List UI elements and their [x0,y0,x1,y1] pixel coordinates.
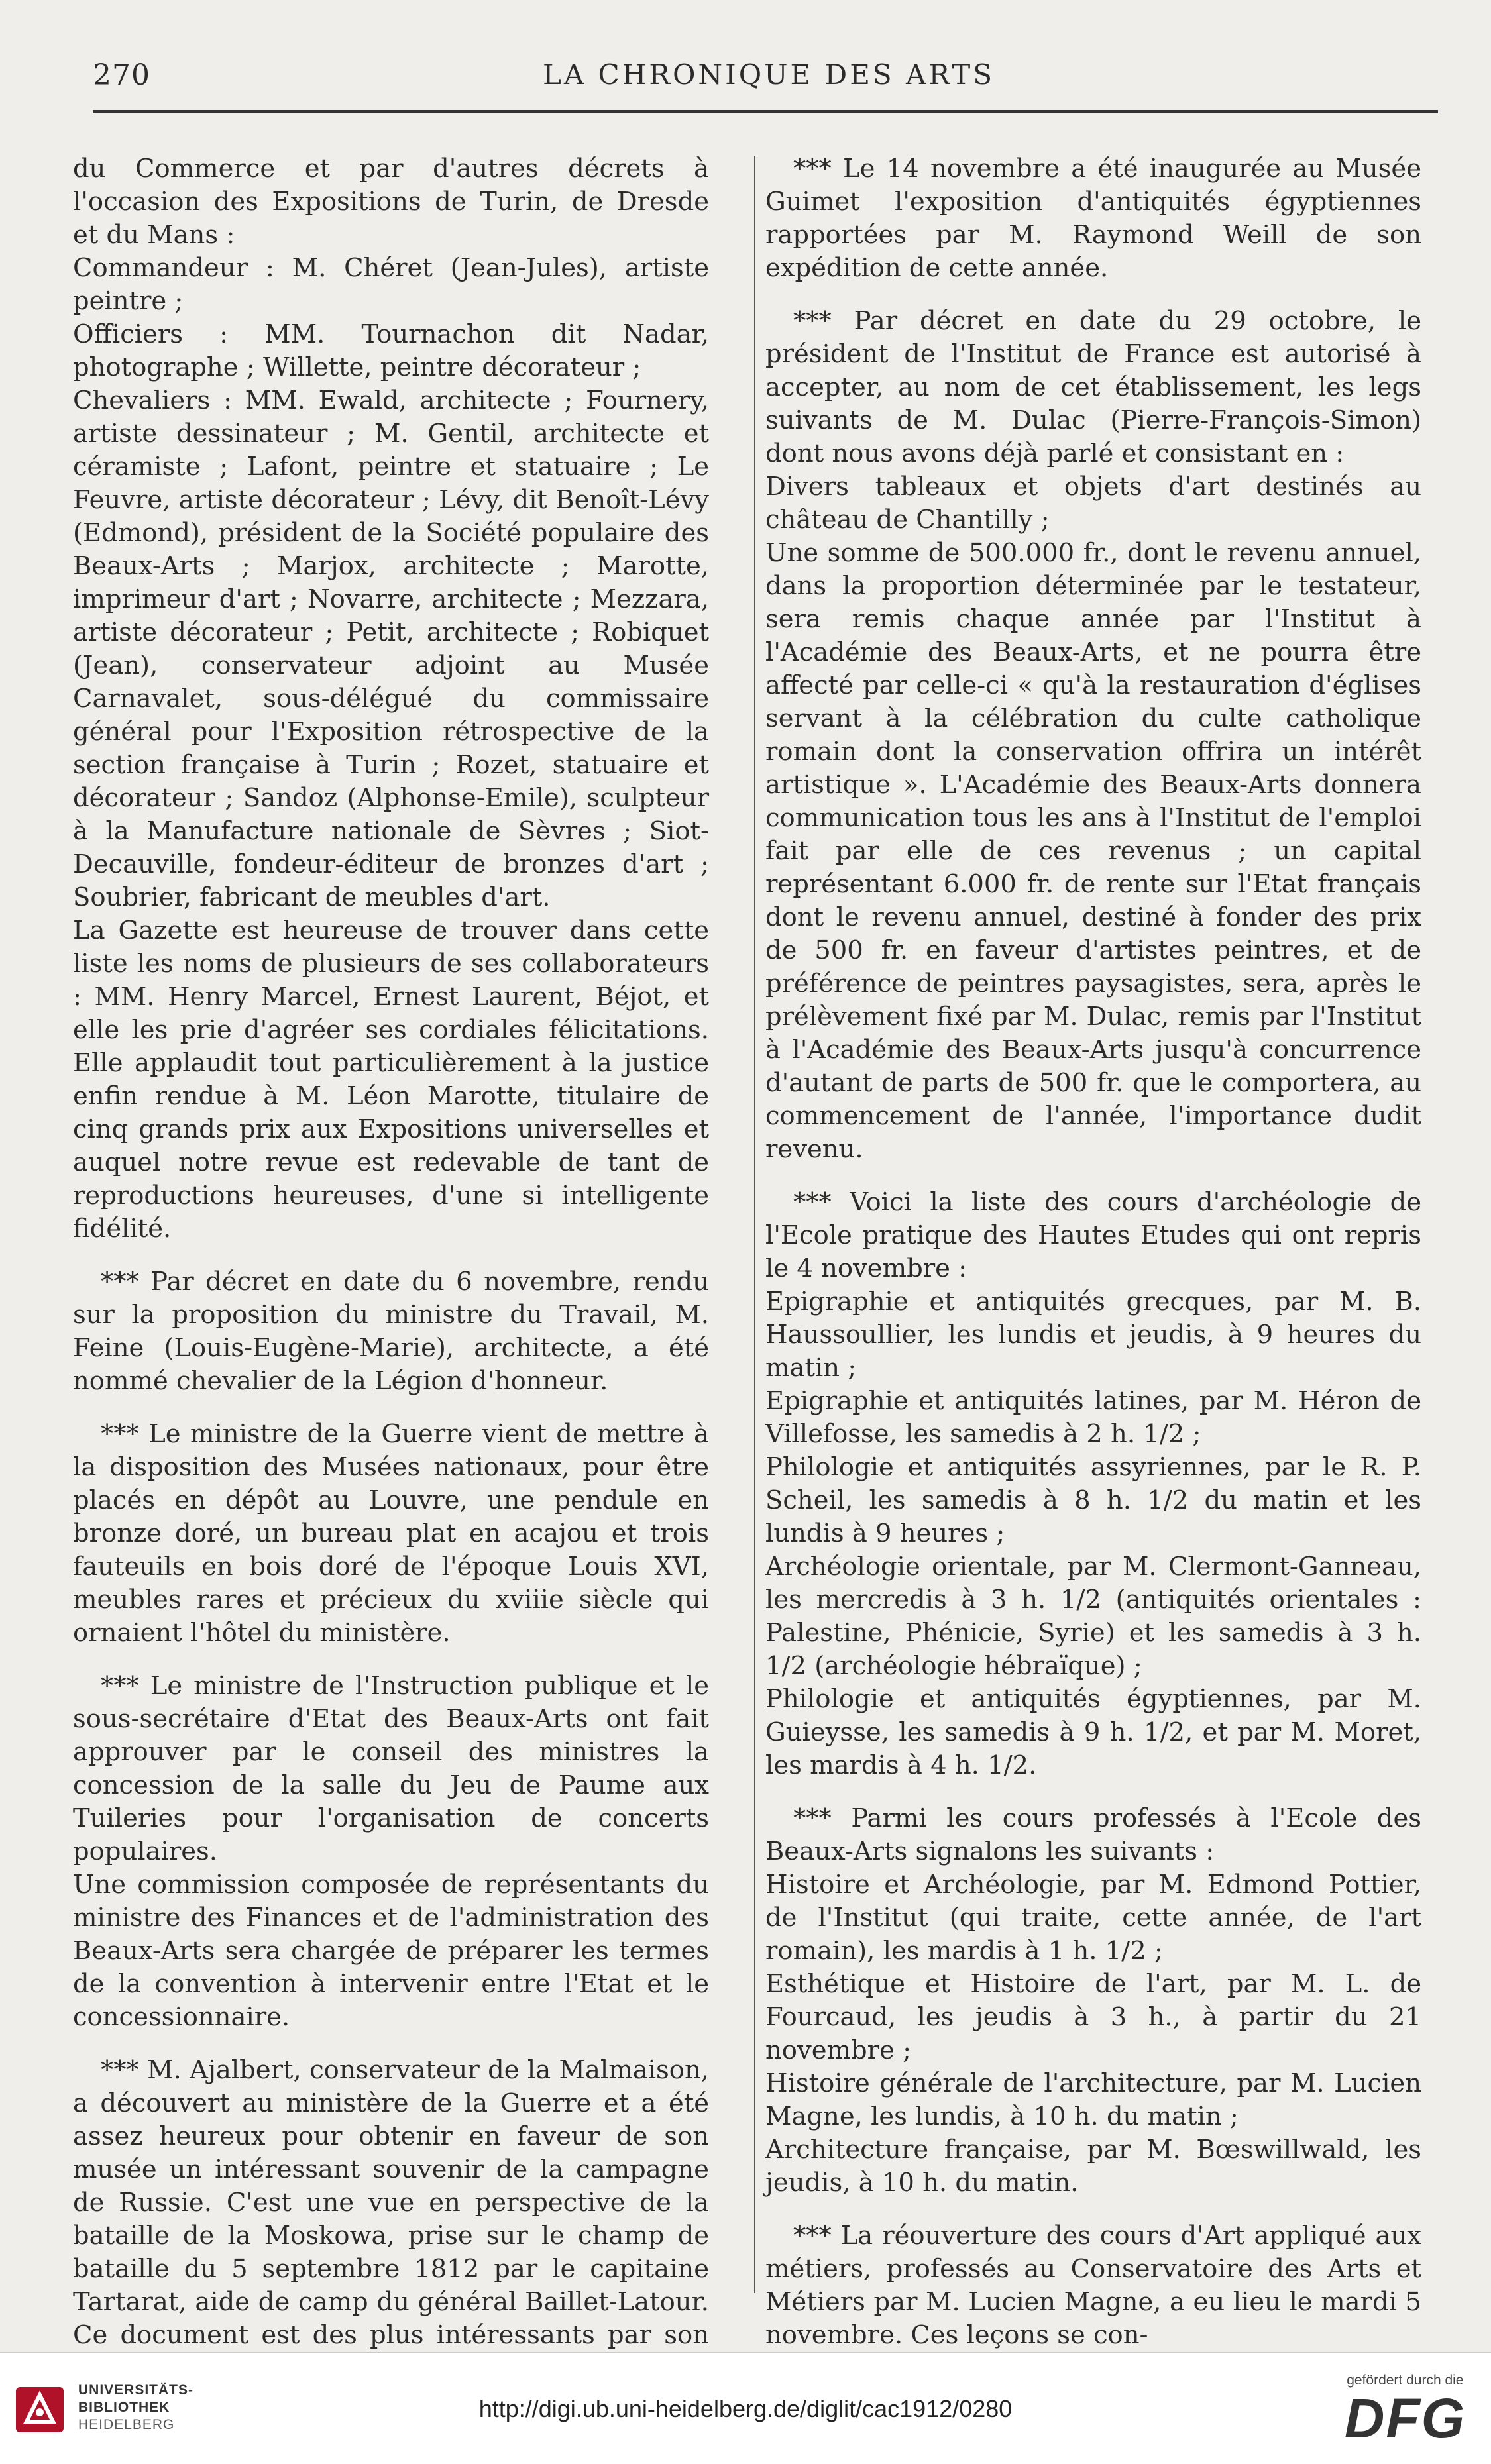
left-column [73,152,709,2405]
funder-caption: gefördert durch die [1347,2373,1464,2388]
paragraph: Une commission composée de représentants du ministre des Finances et de l'administration des Beaux-Arts sera chargée de préparer les termes de la convention à intervenir entre l'Etat et le concessionnaire. [73,1870,709,2032]
right-column [765,152,1421,2372]
paragraph: *** M. Ajalbert, conservateur de la Malmaison, a découvert au ministère de la Guerre et a été assez heureux pour obtenir en faveur de son musée un intéressant souvenir de la campagne de Russie. C'est une vue en perspective de la bataille de la Moskowa, prise sur le champ de bataille du 5 septembre 1812 par le capitaine Tartarat, aide de camp du général Baillet-Latour. Ce document est des plus intéressants par son [73,2055,709,2350]
course-entry: Archéologie orientale, par M. Clermont-Ganneau, les mercredis à 3 h. 1/2 (antiquités orientales : Palestine, Phénicie, Syrie) et les samedis à 3 h. 1/2 (archéologie hébraïque) ; [765,1552,1421,1681]
header-rule [93,110,1438,113]
course-entry: Esthétique et Histoire de l'art, par M. L. de Fourcaud, les jeudis à 3 h., à partir du 21 novembre ; [765,1969,1421,2065]
funder-block [1345,2373,1466,2448]
paragraph: Une somme de 500.000 fr., dont le revenu annuel, dans la proportion déterminée par le testateur, sera remis chaque année par l'Institut à l'Académie des Beaux-Arts, et ne pourra être affecté par celle-ci « qu'à la restauration d'églises servant à la célébration du culte catholique romain dont la conservation offrira un intérêt artistique ». L'Académie des Beaux-Arts donnera communication tous les ans à l'Institut de l'emploi fait par elle de ces revenus ; un capital représentant 6.000 fr. de rente sur l'Etat français dont le revenu annuel, destiné à fonder des prix de 500 fr. en faveur d'artistes peintres, et de préférence de peintres paysagistes, sera, après le prélèvement fixé par M. Dulac, remis par l'Institut à l'Académie des Beaux-Arts jusqu'à concurrence d'autant de parts de 500 fr. que le comportera, au commencement de l'année, l'importance dudit revenu. [765,538,1421,1164]
library-name-line: UNIVERSITÄTS- [78,2383,194,2398]
paragraph: *** Le ministre de la Guerre vient de mettre à la disposition des Musées nationaux, pour être placés en dépôt au Louvre, une pendule en bronze doré, un bureau plat en acajou et trois fauteuils en bois doré de l'époque Louis XVI, meubles rares et précieux du xviiie siècle qui ornaient l'hôtel du ministère. [73,1419,709,1648]
course-entry: Epigraphie et antiquités latines, par M. Héron de Villefosse, les samedis à 2 h. 1/2 ; [765,1386,1421,1449]
course-entry: Architecture française, par M. Bœswillwald, les jeudis, à 10 h. du matin. [765,2135,1421,2198]
paragraph: La Gazette est heureuse de trouver dans cette liste les noms de plusieurs de ses collaborateurs : MM. Henry Marcel, Ernest Laurent, Béjot, et elle les prie d'agréer ses cordiales félicitations. Elle applaudit tout particulièrement à la justice enfin rendue à M. Léon Marotte, titulaire de cinq grands prix aux Expositions universelles et auquel notre revue est redevable de tant de reproductions heureuses, d'une si intelligente fidélité. [73,916,709,1244]
course-entry: Histoire générale de l'architecture, par M. Lucien Magne, les lundis, à 10 h. du matin ; [765,2068,1421,2131]
course-entry: Histoire et Archéologie, par M. Edmond Pottier, de l'Institut (qui traite, cette année, de l'art romain), les mardis à 1 h. 1/2 ; [765,1870,1421,1966]
dfg-logo-icon: DFG [1344,2387,1466,2449]
library-name-line: HEIDELBERG [78,2417,175,2432]
paragraph: Commandeur : M. Chéret (Jean-Jules), artiste peintre ; [73,253,709,316]
digitization-footer [0,2352,1491,2464]
library-name-line: BIBLIOTHEK [78,2400,170,2415]
paragraph: *** La réouverture des cours d'Art appliqué aux métiers, professés au Conservatoire des Arts et Métiers par M. Lucien Magne, a eu lieu le mardi 5 novembre. Ces leçons se con- [765,2221,1421,2350]
page-number: 270 [93,58,150,92]
running-title: LA CHRONIQUE DES ARTS [542,58,995,91]
paragraph: Officiers : MM. Tournachon dit Nadar, photographe ; Willette, peintre décorateur ; [73,319,709,382]
paragraph: Divers tableaux et objets d'art destinés au château de Chantilly ; [765,472,1421,535]
paragraph: *** Le ministre de l'Instruction publique et le sous-secrétaire d'Etat des Beaux-Arts ont fait approuver par le conseil des ministres la concession de la salle du Jeu de Paume aux Tuileries pour l'organisation de concerts populaires. [73,1671,709,1866]
paragraph: Chevaliers : MM. Ewald, architecte ; Fournery, artiste dessinateur ; M. Gentil, architecte et céramiste ; Lafont, peintre et statuaire ; Le Feuvre, artiste décorateur ; Lévy, dit Benoît-Lévy (Edmond), président de la Société populaire des Beaux-Arts ; Marjox, architecte ; Marotte, imprimeur d'art ; Novarre, architecte ; Mezzara, artiste décorateur ; Petit, architecte ; Robiquet (Jean), conservateur adjoint au Musée Carnavalet, sous-délégué du commissaire général pour l'Exposition rétrospective de la section française à Turin ; Rozet, statuaire et décorateur ; Sandoz (Alphonse-Emile), sculpteur à la Manufacture nationale de Sèvres ; Siot-Decauville, fondeur-éditeur de bronzes d'art ; Soubrier, fabricant de meubles d'art. [73,386,709,912]
paragraph: *** Par décret en date du 6 novembre, rendu sur la proposition du ministre du Travail, M. Feine (Louis-Eugène-Marie), architecte, a été nommé chevalier de la Légion d'honneur. [73,1267,709,1396]
paragraph: du Commerce et par d'autres décrets à l'occasion des Expositions de Turin, de Dresde et du Mans : [73,154,709,250]
paragraph: *** Le 14 novembre a été inaugurée au Musée Guimet l'exposition d'antiquités égyptiennes rapportées par M. Raymond Weill de son expédition de cette année. [765,154,1421,283]
course-entry: Epigraphie et antiquités grecques, par M. B. Haussoullier, les lundis et jeudis, à 9 heures du matin ; [765,1287,1421,1383]
course-entry: Philologie et antiquités assyriennes, par le R. P. Scheil, les samedis à 8 h. 1/2 du matin et les lundis à 9 heures ; [765,1452,1421,1548]
paragraph: *** Par décret en date du 29 octobre, le président de l'Institut de France est autorisé à accepter, au nom de cet établissement, les legs suivants de M. Dulac (Pierre-François-Simon) dont nous avons déjà parlé et consistant en : [765,306,1421,468]
permalink-url[interactable]: http://digi.ub.uni-heidelberg.de/diglit/cac1912/0280 [478,2395,1013,2422]
column-divider [754,156,755,2293]
course-entry: Philologie et antiquités égyptiennes, par M. Guieysse, les samedis à 9 h. 1/2, et par M. Moret, les mardis à 4 h. 1/2. [765,1684,1421,1780]
page-header [93,58,1445,98]
paragraph: *** Voici la liste des cours d'archéologie de l'Ecole pratique des Hautes Etudes qui ont repris le 4 novembre : [765,1187,1421,1283]
paragraph: *** Parmi les cours professés à l'Ecole des Beaux-Arts signalons les suivants : [765,1803,1421,1866]
